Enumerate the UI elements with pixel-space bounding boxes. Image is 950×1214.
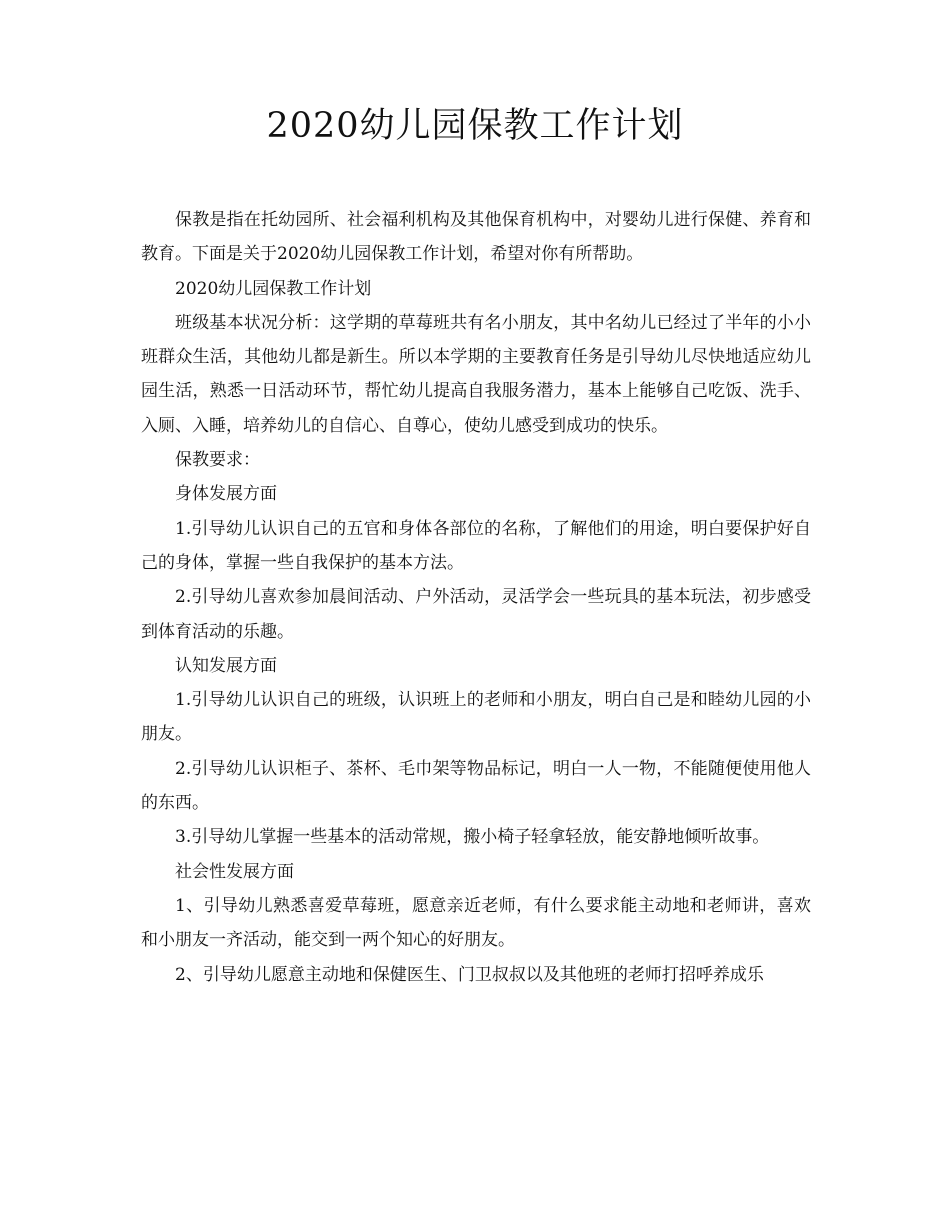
section-heading-cognitive: 认知发展方面: [175, 655, 277, 676]
document-title: 2020幼儿园保教工作计划: [266, 106, 684, 146]
cognitive-item-2: 2.引导幼儿认识柜子、茶杯、毛巾架等物品标记，明白一人一物，不能随便使用他人的东西。: [141, 758, 811, 814]
class-analysis-paragraph: 班级基本状况分析：这学期的草莓班共有名小朋友，其中名幼儿已经过了半年的小小班群众生活，其他幼儿都是新生。所以本学期的主要教育任务是引导幼儿尽快地适应幼儿园生活，熟悉一日活动环节，帮忙幼儿提高自我服务潜力，基本上能够自己吃饭、洗手、入厕、入睡，培养幼儿的自信心、自尊心，使幼儿感受到成功的快乐。: [141, 312, 811, 436]
cognitive-item-1: 1.引导幼儿认识自己的班级，认识班上的老师和小朋友，明白自己是和睦幼儿园的小朋友。: [141, 690, 811, 745]
cognitive-item-3: 3.引导幼儿掌握一些基本的活动常规，搬小椅子轻拿轻放，能安静地倾听故事。: [175, 827, 770, 848]
physical-item-1: 1.引导幼儿认识自己的五官和身体各部位的名称，了解他们的用途，明白要保护好自己的身体，掌握一些自我保护的基本方法。: [141, 518, 811, 573]
social-item-1: 1、引导幼儿熟悉喜爱草莓班，愿意亲近老师，有什么要求能主动地和老师讲，喜欢和小朋友一齐活动，能交到一两个知心的好朋友。: [141, 895, 811, 951]
section-heading-physical: 身体发展方面: [175, 484, 277, 505]
section-heading-requirements: 保教要求：: [175, 450, 260, 471]
social-item-2: 2、引导幼儿愿意主动地和保健医生、门卫叔叔以及其他班的老师打招呼养成乐: [175, 964, 764, 985]
document-body: [141, 203, 811, 992]
subtitle-paragraph: 2020幼儿园保教工作计划: [175, 278, 372, 299]
section-heading-social: 社会性发展方面: [175, 861, 294, 882]
intro-paragraph: 保教是指在托幼园所、社会福利机构及其他保育机构中，对婴幼儿进行保健、养育和教育。下面是关于2020幼儿园保教工作计划，希望对你有所帮助。: [141, 210, 811, 265]
physical-item-2: 2.引导幼儿喜欢参加晨间活动、户外活动，灵活学会一些玩具的基本玩法，初步感受到体育活动的乐趣。: [141, 587, 811, 642]
